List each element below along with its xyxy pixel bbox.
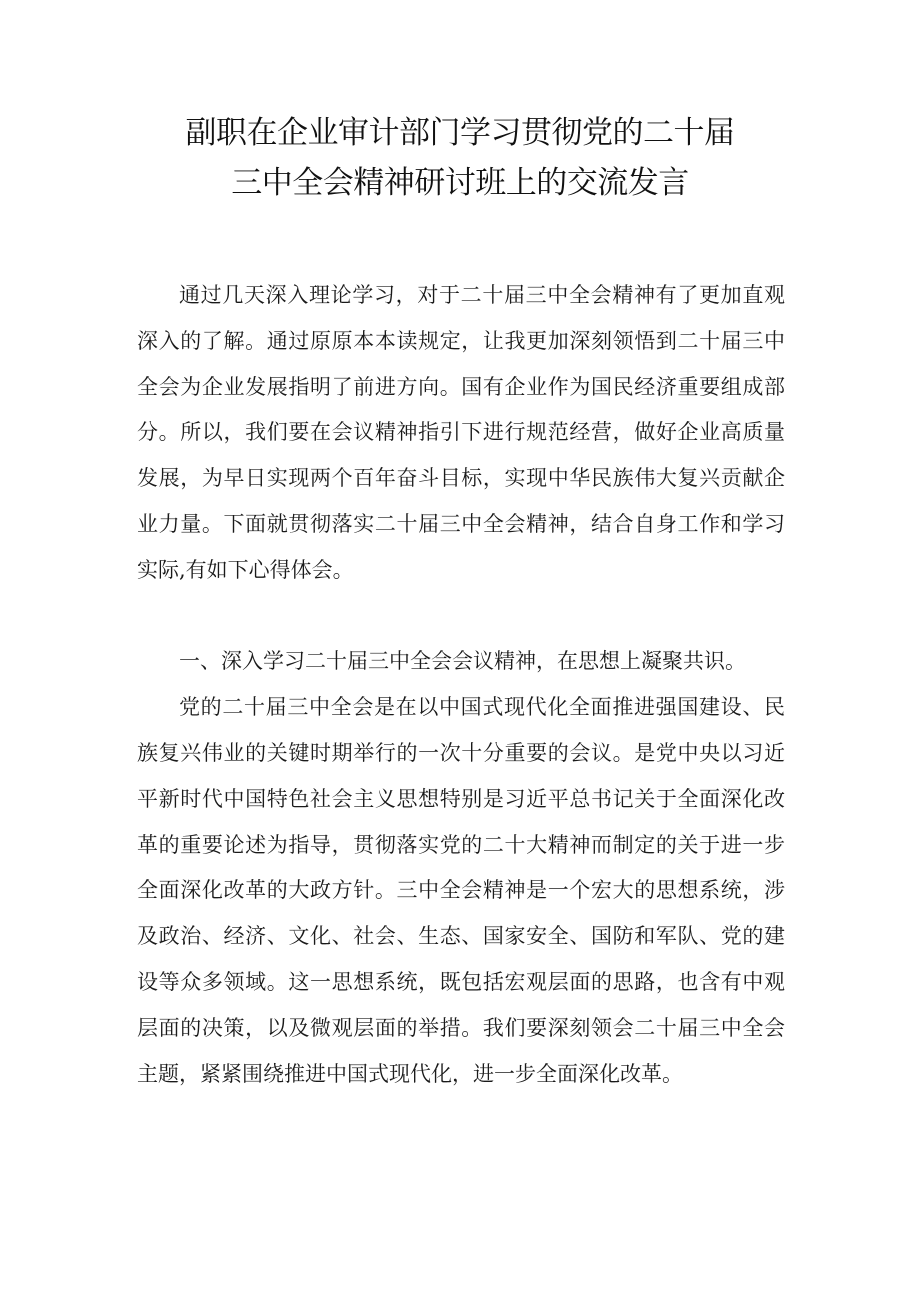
document-body [137,273,785,1097]
title-line-2: 三中全会精神研讨班上的交流发言 [231,165,689,201]
title-line-1: 副职在企业审计部门学习贯彻党的二十届 [185,115,735,151]
section-heading-1: 一、深入学习二十届三中全会会议精神，在思想上凝聚共识。 [179,649,746,674]
paragraph-gap [137,594,785,640]
intro-paragraph: 通过几天深入理论学习，对于二十届三中全会精神有了更加直观深入的了解。通过原原本本读规定，让我更加深刻领悟到二十届三中全会为企业发展指明了前进方向。国有企业作为国民经济重要组成部分。所以，我们要在会议精神指引下进行规范经营，做好企业高质量发展，为早日实现两个百年奋斗目标，实现中华民族伟大复兴贡献企业力量。下面就贯彻落实二十届三中全会精神，结合自身工作和学习实际,有如下心得体会。 [137,283,785,582]
section-paragraph-1: 党的二十届三中全会是在以中国式现代化全面推进强国建设、民族复兴伟业的关键时期举行的一次十分重要的会议。是党中央以习近平新时代中国特色社会主义思想特别是习近平总书记关于全面深化改革的重要论述为指导，贯彻落实党的二十大精神而制定的关于进一步全面深化改革的大政方针。三中全会精神是一个宏大的思想系统，涉及政治、经济、文化、社会、生态、国家安全、国防和军队、党的建设等众多领域。这一思想系统，既包括宏观层面的思路，也含有中观层面的决策，以及微观层面的举措。我们要深刻领会二十届三中全会主题，紧紧围绕推进中国式现代化，进一步全面深化改革。 [137,695,785,1086]
document-title [0,108,920,208]
